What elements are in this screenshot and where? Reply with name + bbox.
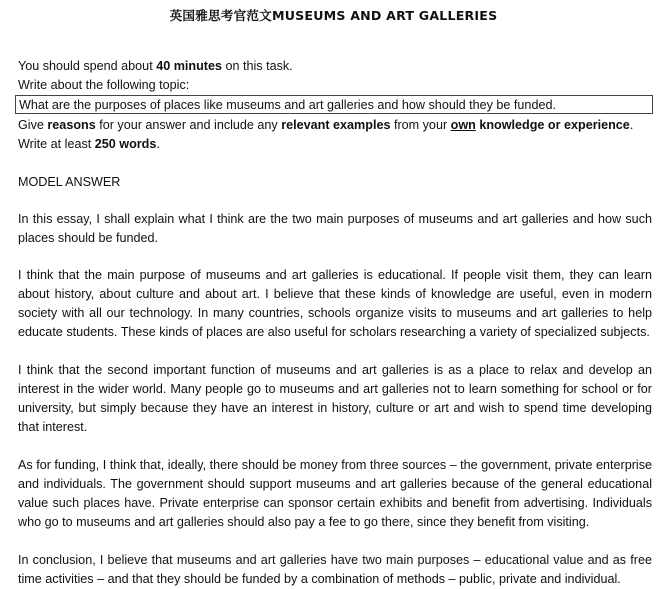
instruction-emphasis: relevant examples — [281, 118, 391, 132]
topic-box — [15, 95, 653, 114]
instruction-text: You should spend about — [18, 59, 157, 73]
essay-paragraph-2: I think that the main purpose of museums and art galleries is educational. If people visit them, they can learn about history, about culture and about art. I believe that these kinds of knowledge are useful, even in modern society with all our technology. In many countries, schools organize visits to museums and art galleries to help educate students. These kinds of places are also useful for scholars researching a variety of specialized subjects. — [18, 268, 652, 339]
page-title: 英国雅思考官范文MUSEUMS AND ART GALLERIES — [169, 8, 498, 23]
model-answer-heading: MODEL ANSWER — [18, 175, 121, 189]
instruction-text: . — [629, 118, 634, 132]
instruction-text: from your — [390, 118, 451, 132]
instruction-emphasis: knowledge or experience — [479, 118, 630, 132]
instruction-text: on this task. — [221, 59, 293, 73]
instruction-text: Write at least — [18, 137, 95, 151]
instruction-text: for your answer and include any — [95, 118, 282, 132]
instruction-topic-intro: Write about the following topic: — [18, 78, 190, 92]
instruction-text: . — [156, 137, 160, 151]
instruction-word-count — [18, 136, 160, 152]
essay-paragraph-4: As for funding, I think that, ideally, there should be money from three sources – the government, private enterprise and individuals. The government should support museums and art galleries because of the general educational value such places have. Private enterprise can sponsor certain exhibits and benefit from advertising. Individuals who go to museums and art galleries should also pay a fee to go there, since they benefit from visiting. — [18, 458, 652, 529]
essay-paragraph-1: In this essay, I shall explain what I think are the two main purposes of museums and art galleries and how such places should be funded. — [18, 212, 652, 245]
topic-text: What are the purposes of places like museums and art galleries and how should they be funded. — [19, 98, 556, 112]
instruction-emphasis: reasons — [47, 118, 96, 132]
instruction-reasons — [18, 117, 633, 133]
essay-paragraph-5: In conclusion, I believe that museums and art galleries have two main purposes – educational value and as free time activities – and that they should be funded by a combination of methods – public, private and individual. — [18, 553, 652, 586]
instruction-time — [18, 58, 293, 74]
instruction-text: Give — [18, 118, 48, 132]
essay-paragraph-3: I think that the second important function of museums and art galleries is as a place to relax and develop an interest in the wider world. Many people go to museums and art galleries not to learn something for school or for university, but simply because they have an interest in history, culture or art and wish to spend time developing that interest. — [18, 363, 652, 434]
instruction-emphasis: 250 words — [94, 137, 157, 151]
instruction-underline: own — [450, 118, 476, 132]
instruction-emphasis: 40 minutes — [156, 59, 222, 73]
